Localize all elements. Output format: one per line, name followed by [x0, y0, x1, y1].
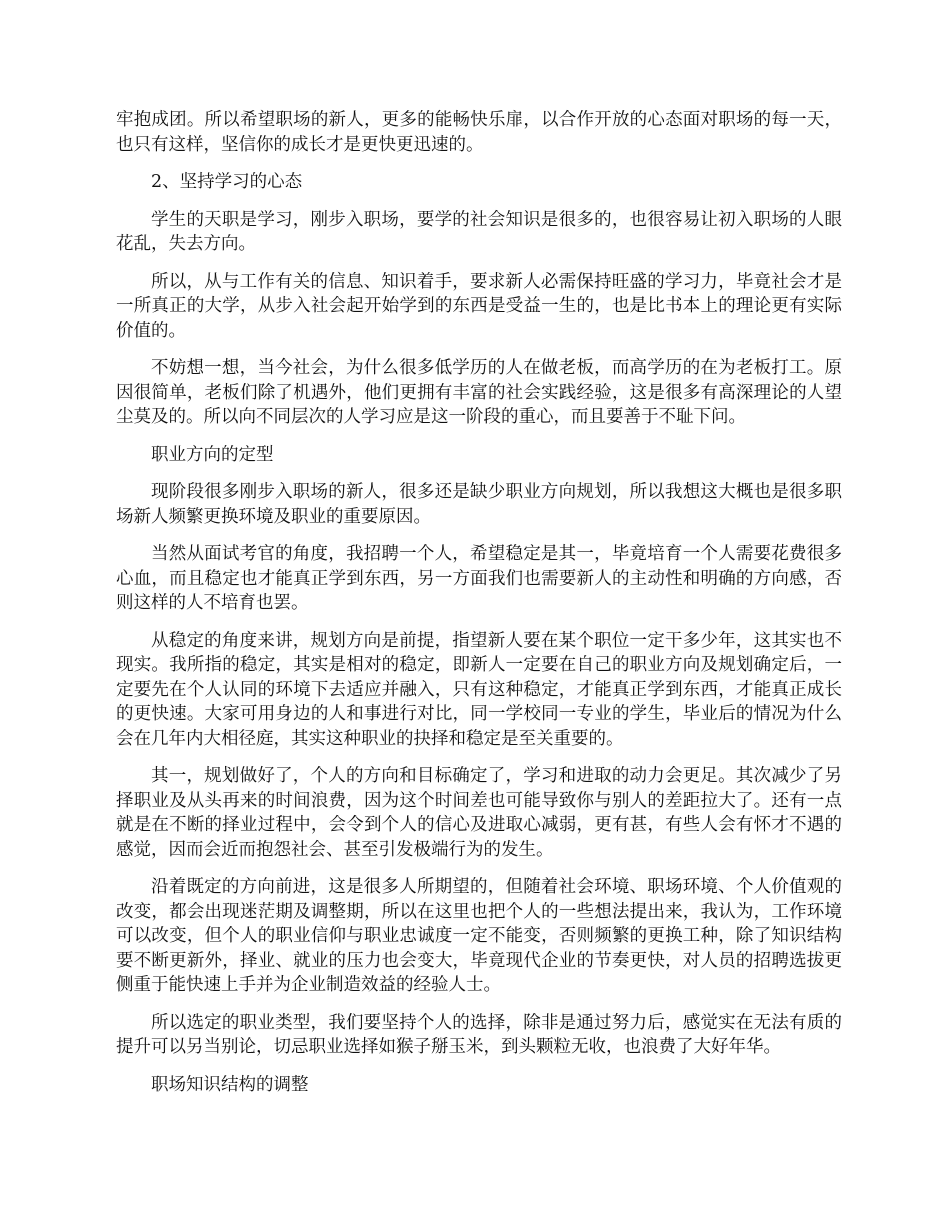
- paragraph: 所以，从与工作有关的信息、知识着手，要求新人必需保持旺盛的学习力，毕竟社会才是一所真正的大学，从步入社会起开始学到的东西是受益一生的，也是比书本上的理论更有实际价值的。: [116, 271, 842, 341]
- paragraph: 所以选定的职业类型，我们要坚持个人的选择，除非是通过努力后，感觉实在无法有质的提升可以另当别论，切忌职业选择如猴子掰玉米，到头颗粒无收，也浪费了大好年华。: [116, 1012, 842, 1057]
- paragraph: 其一，规划做好了，个人的方向和目标确定了，学习和进取的动力会更足。其次减少了另择职业及从头再来的时间浪费，因为这个时间差也可能导致你与别人的差距拉大了。还有一点就是在不断的择业过程中，会令到个人的信心及进取心减弱，更有甚，有些人会有怀才不遇的感觉，因而会近而抱怨社会、甚至引发极端行为的发生。: [116, 766, 842, 860]
- paragraph: 学生的天职是学习，刚步入职场，要学的社会知识是很多的，也很容易让初入职场的人眼花乱，失去方向。: [116, 209, 842, 254]
- section-heading-learning-attitude: 2、坚持学习的心态: [151, 172, 303, 192]
- paragraph: 当然从面试考官的角度，我招聘一个人，希望稳定是其一，毕竟培育一个人需要花费很多心血，而且稳定也才能真正学到东西，另一方面我们也需要新人的主动性和明确的方向感，否则这样的人不培育也罢。: [116, 544, 842, 613]
- section-heading-career-direction: 职业方向的定型: [151, 444, 274, 465]
- paragraph: 从稳定的角度来讲，规划方向是前提，指望新人要在某个职位一定干多少年，这其实也不现实。我所指的稳定，其实是相对的稳定，即新人一定要在自己的职业方向及规划确定后，一定要先在个人认同的环境下去适应并融入，只有这种稳定，才能真正学到东西，才能真正成长的更快速。大家可用身边的人和事进行对比，同一学校同一专业的学生，毕业后的情况为什么会在几年内大相径庭，其实这种职业的抉择和稳定是至关重要的。: [116, 630, 842, 749]
- paragraph: 不妨想一想，当今社会，为什么很多低学历的人在做老板，而高学历的在为老板打工。原因很简单，老板们除了机遇外，他们更拥有丰富的社会实践经验，这是很多有高深理论的人望尘莫及的。所以向不同层次的人学习应是这一阶段的重心，而且要善于不耻下问。: [116, 358, 842, 427]
- paragraph: 现阶段很多刚步入职场的新人，很多还是缺少职业方向规划，所以我想这大概也是很多职场新人频繁更换环境及职业的重要原因。: [116, 482, 842, 527]
- paragraph: 沿着既定的方向前进，这是很多人所期望的，但随着社会环境、职场环境、个人价值观的改变，都会出现迷茫期及调整期，所以在这里也把个人的一些想法提出来，我认为，工作环境可以改变，但个人的职业信仰与职业忠诚度一定不能变，否则频繁的更换工种，除了知识结构要不断更新外，择业、就业的压力也会变大，毕竟现代企业的节奏更快，对人员的招聘选拔更侧重于能快速上手并为企业制造效益的经验人士。: [116, 877, 842, 995]
- document-body: [116, 108, 842, 1110]
- section-heading-knowledge-structure: 职场知识结构的调整: [151, 1074, 309, 1095]
- paragraph-continuation: 牢抱成团。所以希望职场的新人，更多的能畅快乐扉，以合作开放的心态面对职场的每一天，也只有这样，坚信你的成长才是更快更迅速的。: [116, 110, 842, 155]
